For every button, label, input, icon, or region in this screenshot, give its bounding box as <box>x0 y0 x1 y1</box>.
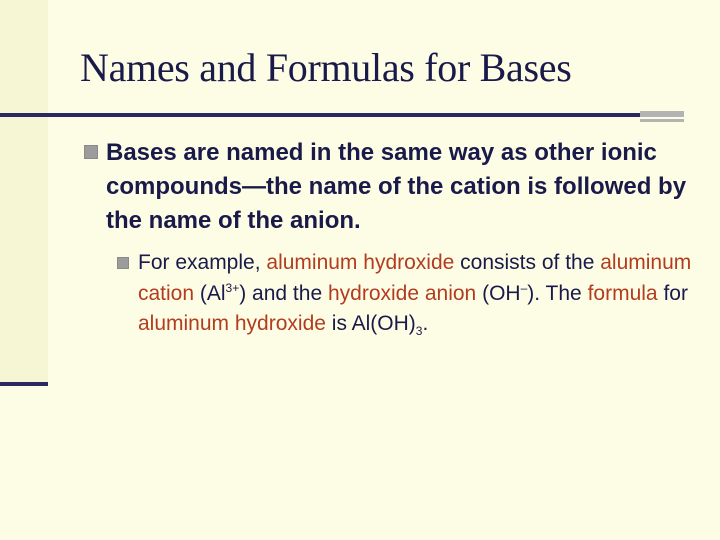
text-run: ) and the <box>239 281 328 305</box>
text-run: ). The <box>527 281 588 305</box>
bullet-main-text: Bases are named in the same way as other ionic compounds—the name of the cation is followed by the name of the anion. <box>106 139 687 234</box>
superscript-charge: – <box>520 280 528 295</box>
bullet-square-icon <box>84 145 98 159</box>
text-run: . <box>422 312 429 335</box>
text-run: For example, <box>138 251 267 274</box>
title-underline-accent-thin <box>640 119 684 122</box>
superscript-charge: 3+ <box>225 280 240 295</box>
left-decor-band <box>0 0 48 382</box>
highlight-term: aluminum hydroxide <box>266 251 455 274</box>
title-underline-accent <box>640 111 684 117</box>
highlight-term: aluminum cation <box>138 251 692 305</box>
bullet-square-icon <box>117 257 129 269</box>
highlight-term: hydroxide anion <box>327 281 477 305</box>
slide-title: Names and Formulas for Bases <box>80 45 572 90</box>
left-decor-bar <box>0 382 48 386</box>
highlight-term: formula <box>587 281 658 305</box>
text-run: is Al(OH) <box>325 312 416 335</box>
text-run: for <box>657 281 688 305</box>
bullet-sub-text <box>138 248 698 340</box>
highlight-term: aluminum hydroxide <box>138 312 326 335</box>
subscript-count: 3 <box>415 324 423 338</box>
text-run: consists of the <box>454 251 601 274</box>
text-run: (OH <box>476 281 521 305</box>
title-underline <box>0 113 640 117</box>
text-run: (Al <box>194 281 226 305</box>
